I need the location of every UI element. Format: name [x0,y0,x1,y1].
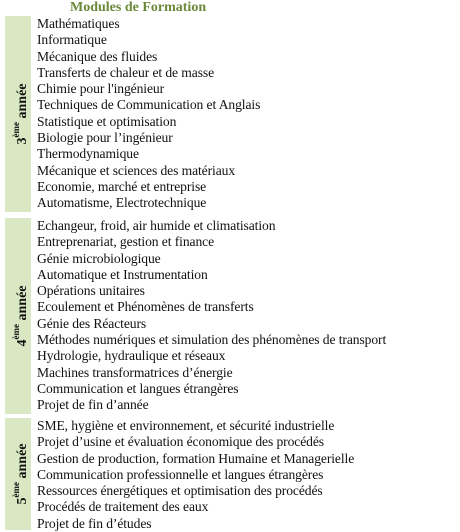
module-item: Transferts de chaleur et de masse [37,64,215,80]
module-item: Automatisme, Electrotechnique [37,195,207,211]
section-5eme-annee [0,418,460,530]
module-item: Techniques de Communication et Anglais [37,97,261,113]
module-item: Projet de fin d’année [37,397,149,413]
module-item: Communication et langues étrangères [37,380,239,396]
module-item: Thermodynamique [37,146,139,162]
module-item: Procédés de traitement des eaux [37,499,209,515]
module-item: Communication professionnelle et langues étrangères [37,466,324,482]
year-label: 5ème année [11,443,30,505]
module-item: Mécanique des fluides [37,48,158,64]
module-item: Echangeur, froid, air humide et climatisation [37,218,276,233]
year-label: 3ème année [11,83,30,145]
module-item: Projet d’usine et évaluation économique des procédés [37,434,324,450]
module-item: Ecoulement et Phénomènes de transferts [37,299,254,315]
module-item: Entreprenariat, gestion et finance [37,234,215,250]
module-item: Méthodes numériques et simulation des phénomènes de transport [37,332,387,348]
module-list [37,16,260,212]
module-item: Génie des Réacteurs [37,315,147,331]
module-list [37,218,386,414]
module-item: Mécanique et sciences des matériaux [37,162,236,178]
page-title: Modules de Formation [70,0,207,15]
module-item: Automatique et Instrumentation [37,266,208,282]
module-item: Statistique et optimisation [37,113,177,129]
module-item: Machines transformatrices d’énergie [37,364,233,380]
module-item: Hydrologie, hydraulique et réseaux [37,348,226,364]
year-band [5,16,31,212]
module-item: Chimie pour l'ingénieur [37,81,165,97]
module-item: Biologie pour l’ingénieur [37,130,173,146]
year-label: 4ème année [11,285,30,347]
module-item: Ressources énergétiques et optimisation des procédés [37,483,323,499]
section-4eme-annee [0,218,460,414]
module-item: Informatique [37,32,107,48]
module-item: Opérations unitaires [37,283,145,299]
year-band [5,418,31,530]
module-list [37,418,354,532]
module-item: SME, hygiène et environnement, et sécurité industrielle [37,418,335,433]
section-3eme-annee [0,16,460,212]
year-band [5,218,31,414]
module-item: Projet de fin d’études [37,515,152,531]
module-item: Gestion de production, formation Humaine et Managerielle [37,450,355,466]
module-item: Génie microbiologique [37,250,161,266]
module-item: Mathématiques [37,16,120,31]
module-item: Economie, marché et entreprise [37,178,207,194]
